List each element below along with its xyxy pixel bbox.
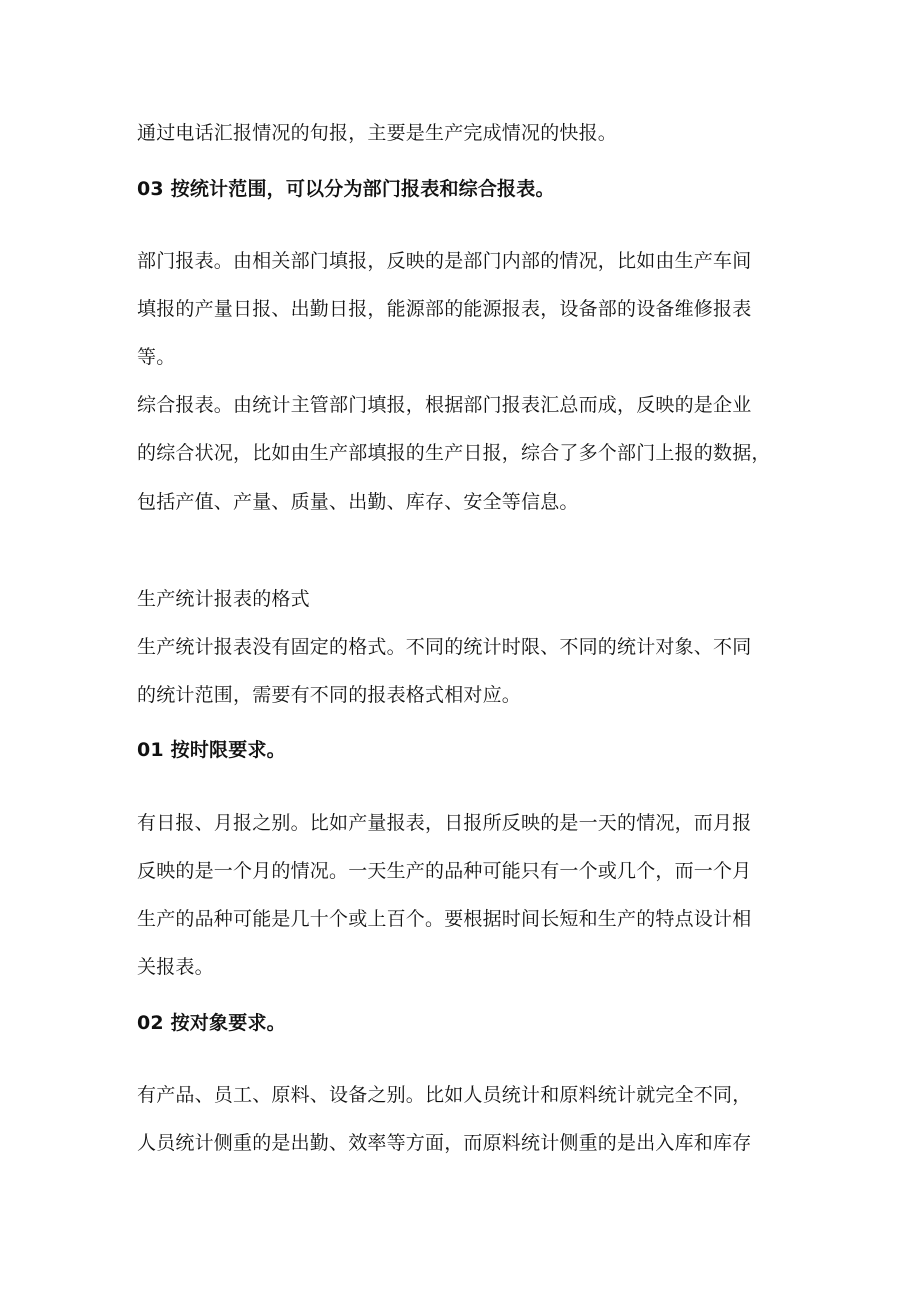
paragraph-line: 综合报表。由统计主管部门填报，根据部门报表汇总而成，反映的是企业 xyxy=(137,394,752,416)
paragraph-line: 填报的产量日报、出勤日报，能源部的能源报表，设备部的设备维修报表 xyxy=(137,298,752,320)
section-heading-01: 01 按时限要求。 xyxy=(137,739,286,761)
section-heading-03: 03 按统计范围，可以分为部门报表和综合报表。 xyxy=(137,178,555,200)
paragraph-line: 生产的品种可能是几十个或上百个。要根据时间长短和生产的特点设计相 xyxy=(137,908,752,930)
paragraph-line: 的统计范围，需要有不同的报表格式相对应。 xyxy=(137,684,522,706)
paragraph-line: 等。 xyxy=(137,346,176,368)
paragraph-line: 部门报表。由相关部门填报，反映的是部门内部的情况，比如由生产车间 xyxy=(137,250,752,272)
paragraph-line: 关报表。 xyxy=(137,956,214,978)
paragraph-line: 人员统计侧重的是出勤、效率等方面，而原料统计侧重的是出入库和库存 xyxy=(137,1132,752,1154)
paragraph-line: 有日报、月报之别。比如产量报表，日报所反映的是一天的情况，而月报 xyxy=(137,812,752,834)
paragraph-line: 反映的是一个月的情况。一天生产的品种可能只有一个或几个，而一个月 xyxy=(137,860,752,882)
paragraph-line: 的综合状况，比如由生产部填报的生产日报，综合了多个部门上报的数据， xyxy=(137,442,771,464)
section-heading-02: 02 按对象要求。 xyxy=(137,1012,286,1034)
paragraph-line: 通过电话汇报情况的旬报，主要是生产完成情况的快报。 xyxy=(137,122,618,144)
paragraph-line: 有产品、员工、原料、设备之别。比如人员统计和原料统计就完全不同， xyxy=(137,1084,752,1106)
section-title-format: 生产统计报表的格式 xyxy=(137,588,310,610)
paragraph-line: 生产统计报表没有固定的格式。不同的统计时限、不同的统计对象、不同 xyxy=(137,636,752,658)
paragraph-line: 包括产值、产量、质量、出勤、库存、安全等信息。 xyxy=(137,491,579,513)
